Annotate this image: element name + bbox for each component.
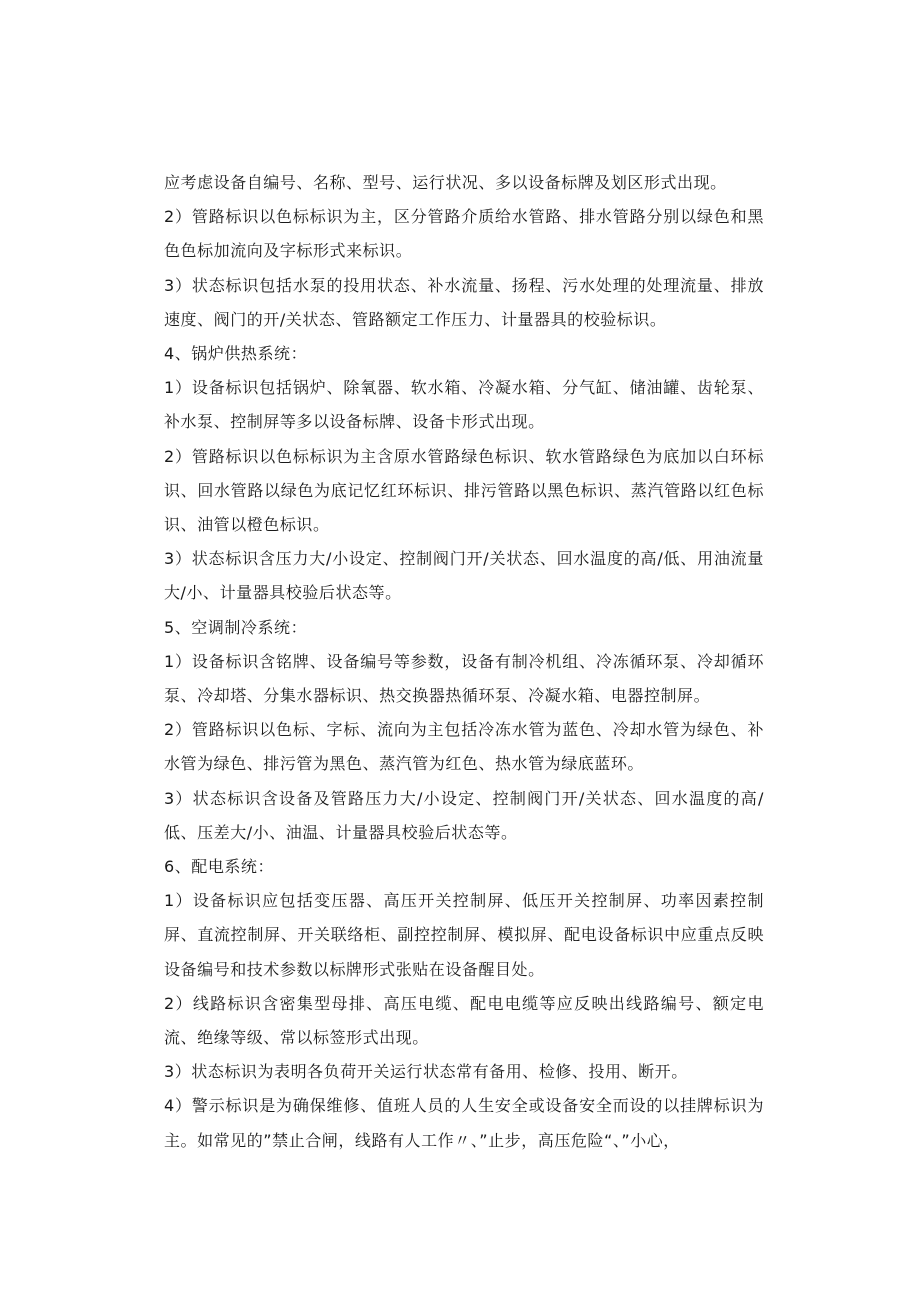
paragraph-device-id-continued: 应考虑设备自编号、名称、型号、运行状况、多以设备标牌及划区形式出现。: [164, 173, 727, 192]
section-heading-power-distribution: 6、配电系统：: [164, 857, 275, 877]
paragraph-hvac-status-marking: 3）状态标识含设备及管路压力大/小设定、控制阀门开/关状态、回水温度的高/低、压差大/小、油温、计量器具校验后状态等。: [164, 788, 764, 842]
paragraph-power-device-marking: 1）设备标识应包括变压器、高压开关控制屏、低压开关控制屏、功率因素控制屏、直流控制屏、开关联络柜、副控控制屏、模拟屏、配电设备标识中应重点反映设备编号和技术参数以标牌形式张贴在设备醒目处。: [164, 891, 764, 979]
paragraph-power-warning-marking: 4）警示标识是为确保维修、值班人员的人生安全或设备安全而设的以挂牌标识为主。如常见的”禁止合闸，线路有人工作〃、”止步，高压危险“、”小心，: [164, 1096, 764, 1150]
document-body: [164, 166, 764, 1158]
paragraph-water-pipe-marking: 2）管路标识以色标标识为主，区分管路介质给水管路、排水管路分别以绿色和黑色色标加流向及字标形式来标识。: [164, 207, 764, 261]
paragraph-hvac-pipe-marking: 2）管路标识以色标、字标、流向为主包括冷冻水管为蓝色、冷却水管为绿色、补水管为绿色、排污管为黑色、蒸汽管为红色、热水管为绿底蓝环。: [164, 720, 764, 774]
paragraph-power-line-marking: 2）线路标识含密集型母排、高压电缆、配电电缆等应反映出线路编号、额定电流、绝缘等级、常以标签形式出现。: [164, 993, 764, 1048]
section-heading-hvac-cooling: 5、空调制冷系统：: [164, 617, 308, 637]
paragraph-boiler-status-marking: 3）状态标识含压力大/小设定、控制阀门开/关状态、回水温度的高/低、用油流量大/小、计量器具校验后状态等。: [164, 549, 764, 603]
paragraph-water-status-marking: 3）状态标识包括水泵的投用状态、补水流量、扬程、污水处理的处理流量、排放速度、阀门的开/关状态、管路额定工作压力、计量器具的校验标识。: [164, 275, 764, 329]
paragraph-power-status-marking: 3）状态标识为表明各负荷开关运行状态常有备用、检修、投用、断开。: [164, 1062, 688, 1082]
paragraph-boiler-device-marking: 1）设备标识包括锅炉、除氧器、软水箱、冷凝水箱、分气缸、储油罐、齿轮泵、补水泵、控制屏等多以设备标牌、设备卡形式出现。: [164, 378, 764, 432]
paragraph-hvac-device-marking: 1）设备标识含铭牌、设备编号等参数，设备有制冷机组、冷冻循环泵、冷却循环泵、冷却塔、分集水器标识、热交换器热循环泵、冷凝水箱、电器控制屏。: [164, 651, 764, 706]
section-heading-boiler-heating: 4、锅炉供热系统：: [164, 344, 308, 364]
paragraph-boiler-pipe-marking: 2）管路标识以色标标识为主含原水管路绿色标识、软水管路绿色为底加以白环标识、回水管路以绿色为底记忆红环标识、排污管路以黑色标识、蒸汽管路以红色标识、油管以橙色标识。: [164, 446, 764, 535]
